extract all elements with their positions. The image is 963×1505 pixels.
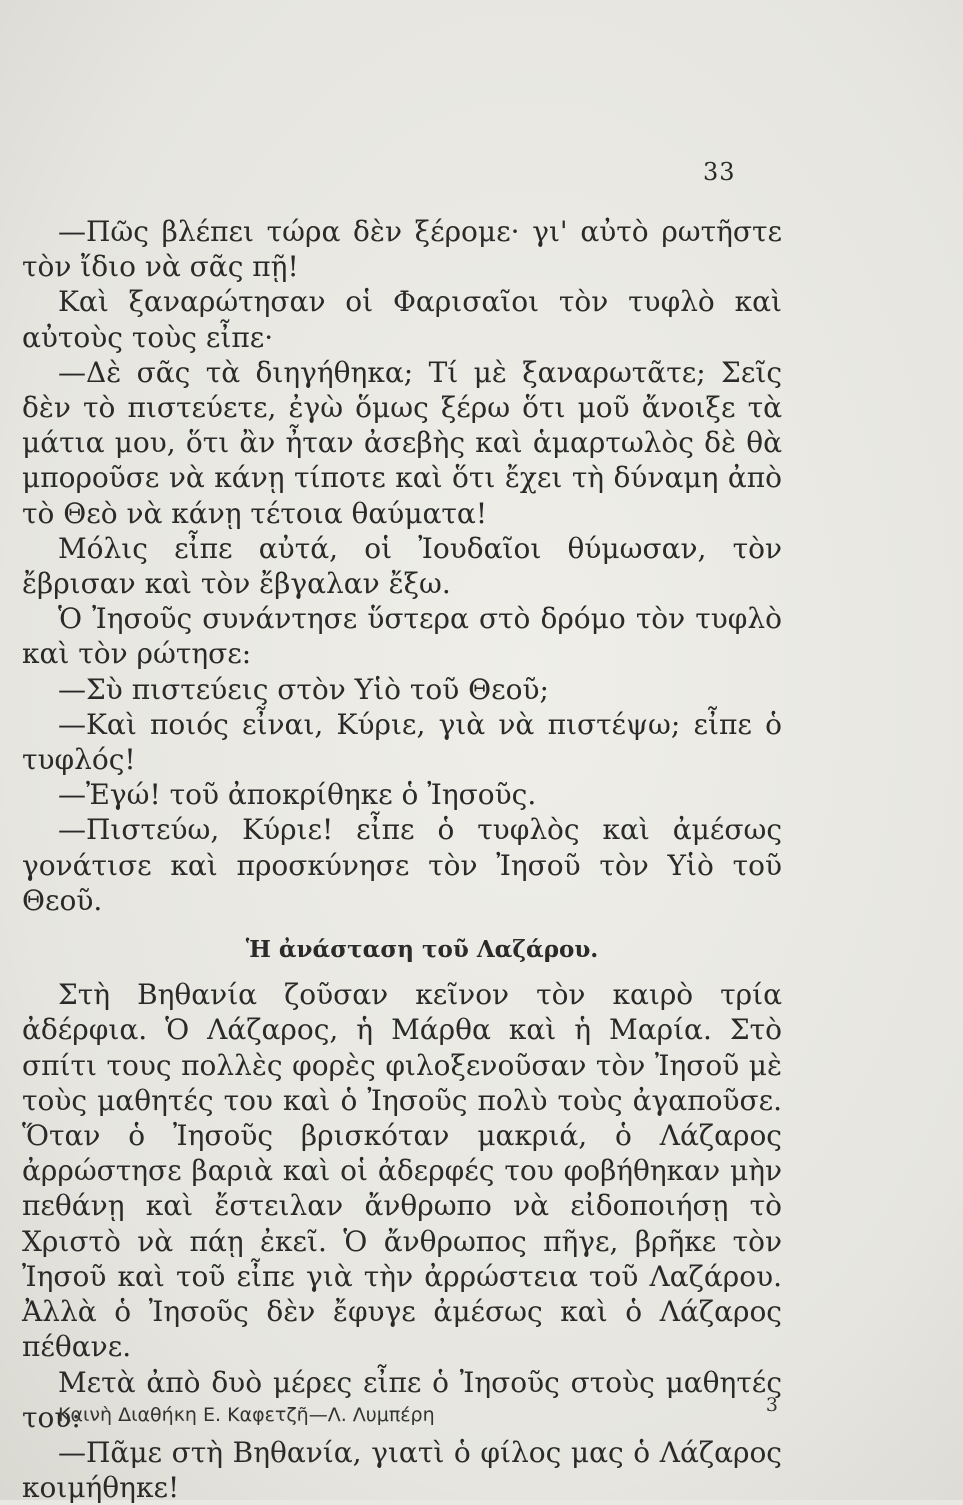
signature-mark: 3 — [765, 1394, 778, 1416]
paragraph-3: —Δὲ σᾶς τὰ διηγήθηκα; Τί μὲ ξαναρωτᾶτε; Σεῖς δὲν τὸ πιστεύετε, ἐγὼ ὅμως ξέρω ὅτι μοῦ ἄνοιξε τὰ μάτια μου, ὅτι ἂν ἦταν ἀσεβὴς καὶ ἁμαρτωλὸς δὲ θὰ μποροῦσε νὰ κάνῃ τίποτε καὶ ὅτι ἔχει τὴ δύναμη ἀπὸ τὸ Θεὸ νὰ κάνῃ τέτοια θαύματα! — [22, 355, 782, 530]
paragraph-6: —Σὺ πιστεύεις στὸν Υἱὸ τοῦ Θεοῦ; — [58, 672, 549, 706]
paragraph-4: Μόλις εἶπε αὐτά, οἱ Ἰουδαῖοι θύμωσαν, τὸν ἔβρισαν καὶ τὸν ἔβγαλαν ἔξω. — [22, 531, 782, 601]
paragraph-1: —Πῶς βλέπει τώρα δὲν ξέρομε· γι' αὐτὸ ρωτῆστε τὸν ἴδιο νὰ σᾶς πῇ! — [22, 215, 782, 284]
paragraph-9: —Πιστεύω, Κύριε! εἶπε ὁ τυφλὸς καὶ ἀμέσως γονάτισε καὶ προσκύνησε τὸν Ἰησοῦ τὸν Υἱὸ τοῦ Θεοῦ. — [22, 813, 782, 917]
page-number: 33 — [703, 158, 736, 186]
section-paragraph-1: Στὴ Βηθανία ζοῦσαν κεῖνον τὸν καιρὸ τρία ἀδέρφια. Ὁ Λάζαρος, ἡ Μάρθα καὶ ἡ Μαρία. Στὸ σπίτι τους πολλὲς φορὲς φιλοξενοῦσαν τὸν Ἰησοῦ μὲ τοὺς μαθητές του καὶ ὁ Ἰησοῦς πολὺ τοὺς ἀγαποῦσε. Ὅταν ὁ Ἰησοῦς βρισκόταν μακριά, ὁ Λάζαρος ἀρρώστησε βαριὰ καὶ οἱ ἀδερφές του φοβήθηκαν μὴν πεθάνῃ καὶ ἔστειλαν ἄνθρωπο νὰ εἰδοποιήσῃ τὸ Χριστὸ νὰ πάῃ ἐκεῖ. Ὁ ἄνθρωπος πῆγε, βρῆκε τὸν Ἰησοῦ καὶ τοῦ εἶπε γιὰ τὴν ἀρρώστεια τοῦ Λαζάρου. Ἀλλὰ ὁ Ἰησοῦς δὲν ἔφυγε ἀμέσως καὶ ὁ Λάζαρος πέθανε. — [22, 978, 782, 1364]
footer-text: Καινὴ Διαθήκη Ε. Καφετζῆ—Λ. Λυμπέρη — [58, 1404, 435, 1426]
paragraph-2: Καὶ ξαναρώτησαν οἱ Φαρισαῖοι τὸν τυφλὸ καὶ αὐτοὺς τοὺς εἶπε· — [22, 285, 782, 354]
section-heading: Ἡ ἀνάσταση τοῦ Λαζάρου. — [245, 936, 599, 964]
paragraph-8: —Ἐγώ! τοῦ ἀποκρίθηκε ὁ Ἰησοῦς. — [58, 778, 537, 812]
body-text — [22, 214, 782, 1505]
paragraph-5: Ὁ Ἰησοῦς συνάντησε ὕστερα στὸ δρόμο τὸν τυφλὸ καὶ τὸν ρώτησε: — [22, 602, 782, 671]
section-paragraph-3: —Πᾶμε στὴ Βηθανία, γιατὶ ὁ φίλος μας ὁ Λάζαρος κοιμήθηκε! — [22, 1435, 782, 1505]
section-paragraph-2: Μετὰ ἀπὸ δυὸ μέρες εἶπε ὁ Ἰησοῦς στοὺς μαθητές του: — [22, 1365, 782, 1434]
footer — [58, 1394, 778, 1426]
paragraph-7: —Καὶ ποιός εἶναι, Κύριε, γιὰ νὰ πιστέψω; εἶπε ὁ τυφλός! — [22, 707, 782, 777]
